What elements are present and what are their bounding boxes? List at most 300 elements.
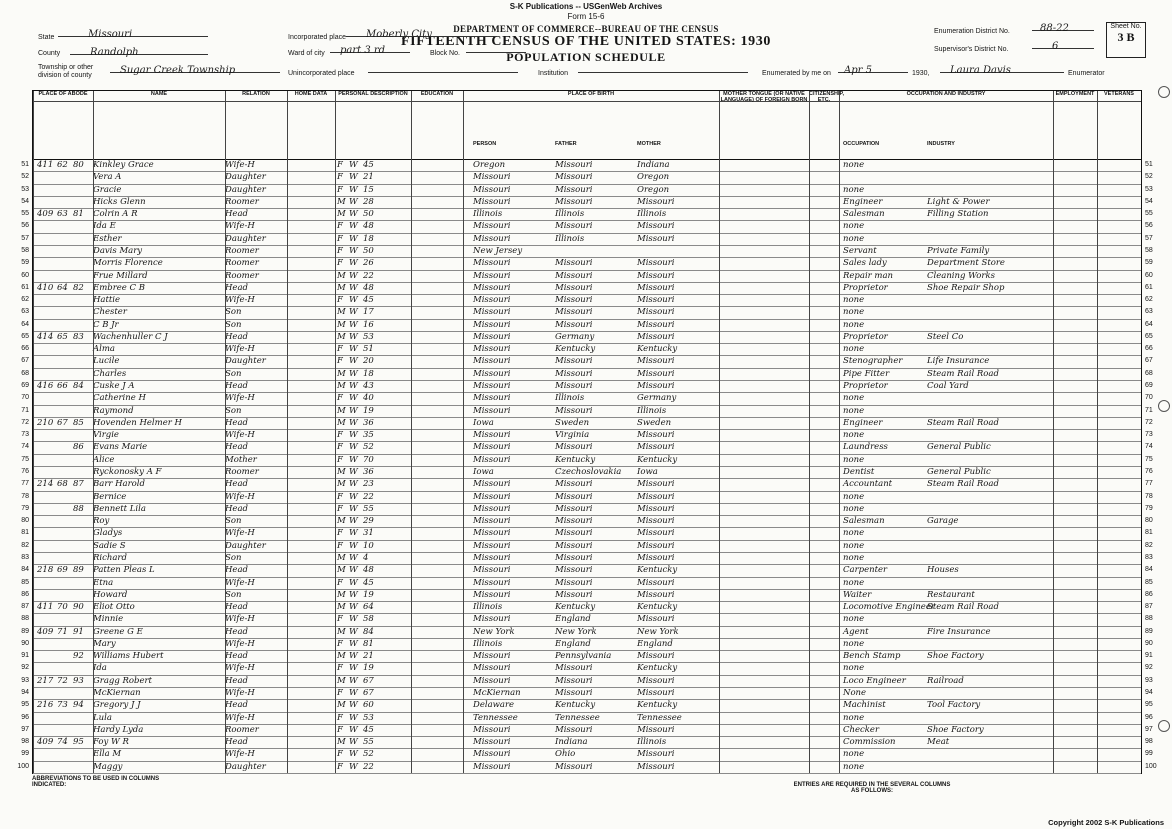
cell-name: Lucile	[93, 356, 120, 367]
cell-father: Missouri	[555, 528, 593, 539]
cell-age: 36	[363, 467, 374, 477]
cell-occ: Repair man	[843, 270, 894, 281]
cell-race: W	[349, 368, 358, 379]
cell-vis: 87	[73, 479, 84, 490]
line-number: 55	[21, 210, 29, 218]
table-row	[21, 626, 1153, 639]
cell-birth: Missouri	[473, 737, 511, 748]
enum-district-value: 88-22	[1040, 23, 1069, 34]
cell-mother: Missouri	[637, 258, 675, 269]
cell-rel: Daughter	[225, 184, 266, 195]
enumerated-year: 1930,	[912, 70, 930, 77]
line-number: 86	[21, 590, 29, 598]
cell-ind: Steel Co	[927, 331, 964, 342]
table-row	[21, 699, 1153, 712]
cell-mother: Iowa	[637, 467, 658, 477]
cell-occ: none	[843, 405, 865, 416]
cell-fam: 74	[57, 737, 68, 748]
cell-mother: Tennessee	[637, 712, 682, 723]
cell-age: 52	[363, 442, 374, 453]
line-number-right: 84	[1145, 566, 1153, 574]
cell-sex: M	[337, 307, 346, 318]
cell-race: W	[349, 589, 358, 600]
cell-father: Missouri	[555, 540, 593, 551]
cell-name: McKiernan	[93, 688, 141, 699]
cell-vis: 81	[73, 209, 84, 220]
cell-age: 19	[363, 405, 374, 416]
cell-vis: 83	[73, 331, 84, 342]
table-row	[21, 638, 1153, 651]
subhead-father: FATHER	[555, 141, 577, 147]
column-divider	[225, 91, 226, 773]
county-field	[70, 42, 208, 58]
cell-age: 22	[363, 270, 374, 281]
cell-sex: M	[337, 552, 346, 563]
supervisor-label: Supervisor's District No.	[934, 46, 1009, 53]
column-group-header: PERSONAL DESCRIPTION	[335, 91, 411, 102]
sheet-number-box	[1106, 22, 1146, 58]
cell-birth: Missouri	[473, 221, 511, 232]
cell-sex: M	[337, 368, 346, 379]
line-number: 63	[21, 308, 29, 316]
cell-father: Missouri	[555, 479, 593, 490]
cell-age: 55	[363, 503, 374, 514]
cell-age: 18	[363, 233, 374, 244]
cell-sex: F	[337, 258, 343, 269]
cell-sex: M	[337, 516, 346, 527]
cell-fam: 68	[57, 479, 68, 490]
cell-father: Missouri	[555, 319, 593, 330]
cell-rel: Wife-H	[225, 160, 255, 170]
cell-father: Missouri	[555, 295, 593, 306]
cell-occ: Salesman	[843, 209, 885, 220]
cell-rel: Son	[225, 516, 242, 527]
line-number: 91	[21, 652, 29, 660]
block-field	[466, 40, 526, 53]
cell-occ: none	[843, 712, 865, 723]
cell-occ: Pipe Fitter	[843, 368, 890, 379]
cell-age: 21	[363, 172, 374, 183]
cell-hn: 210	[37, 417, 54, 428]
cell-occ: none	[843, 454, 865, 465]
table-row	[21, 220, 1153, 233]
cell-ind: Shoe Factory	[927, 724, 984, 735]
cell-age: 53	[363, 712, 374, 723]
line-number: 65	[21, 332, 29, 340]
cell-occ: none	[843, 749, 865, 760]
line-number: 72	[21, 418, 29, 426]
cell-race: W	[349, 626, 358, 637]
cell-fam: 67	[57, 417, 68, 428]
cell-father: Missouri	[555, 675, 593, 686]
cell-name: Embree C B	[93, 282, 145, 293]
cell-name: Minnie	[93, 614, 124, 625]
cell-ind: Steam Rail Road	[927, 479, 999, 490]
cell-rel: Roomer	[225, 724, 259, 735]
cell-birth: Missouri	[473, 454, 511, 465]
cell-vis: 89	[73, 565, 84, 576]
cell-birth: Missouri	[473, 577, 511, 588]
cell-sex: M	[337, 675, 346, 686]
cell-race: W	[349, 172, 358, 183]
cell-birth: Illinois	[473, 209, 503, 220]
cell-birth: Missouri	[473, 368, 511, 379]
cell-name: Patten Pleas L	[93, 565, 155, 576]
form-number: Form 15-6	[567, 12, 605, 21]
table-row	[21, 564, 1153, 577]
column-group-header: PLACE OF ABODE	[33, 91, 93, 102]
publisher-line: S-K Publications -- USGenWeb Archives	[509, 2, 663, 11]
line-number-right: 51	[1145, 161, 1153, 168]
cell-sex: M	[337, 405, 346, 416]
line-number: 69	[21, 382, 29, 390]
cell-father: Missouri	[555, 577, 593, 588]
line-number-right: 91	[1145, 652, 1153, 660]
cell-age: 20	[363, 356, 374, 367]
cell-fam: 62	[57, 160, 68, 170]
line-number-right: 89	[1145, 627, 1153, 635]
cell-vis: 85	[73, 417, 84, 428]
line-number-right: 95	[1145, 701, 1153, 709]
column-group-header: VETERANS	[1097, 91, 1141, 102]
cell-occ: none	[843, 307, 865, 318]
line-number-right: 53	[1145, 185, 1153, 193]
line-number-right: 97	[1145, 725, 1153, 733]
census-title: FIFTEENTH CENSUS OF THE UNITED STATES: 1930	[401, 34, 771, 49]
table-row	[21, 503, 1153, 516]
cell-age: 48	[363, 282, 374, 293]
state-value: Missouri	[88, 29, 133, 40]
table-row	[21, 540, 1153, 553]
table-row	[21, 171, 1153, 184]
table-row	[21, 319, 1153, 332]
cell-rel: Roomer	[225, 245, 259, 256]
cell-rel: Wife-H	[225, 614, 255, 625]
cell-name: Gladys	[93, 528, 123, 539]
publisher-header	[0, 2, 1172, 22]
cell-ind: General Public	[927, 467, 991, 477]
cell-occ: none	[843, 221, 865, 232]
cell-sex: M	[337, 602, 346, 613]
table-row	[21, 257, 1153, 270]
cell-name: Lula	[93, 712, 112, 723]
line-number-right: 77	[1145, 480, 1153, 488]
cell-father: Kentucky	[555, 602, 596, 613]
cell-rel: Head	[225, 737, 248, 748]
cell-sex: F	[337, 491, 343, 502]
cell-race: W	[349, 344, 358, 355]
cell-occ: none	[843, 393, 865, 404]
table-row	[21, 650, 1153, 663]
cell-mother: Missouri	[637, 430, 675, 441]
cell-father: Indiana	[555, 737, 588, 748]
cell-hn: 411	[37, 160, 54, 170]
line-number-right: 63	[1145, 308, 1153, 316]
line-number-right: 90	[1145, 639, 1153, 647]
cell-name: Bernice	[93, 491, 127, 502]
cell-ind: Houses	[927, 565, 959, 576]
cell-hn: 416	[37, 381, 54, 392]
cell-vis: 88	[73, 503, 84, 514]
cell-rel: Son	[225, 405, 242, 416]
cell-ind: Department Store	[927, 258, 1005, 269]
table-row	[21, 270, 1153, 283]
cell-occ: none	[843, 295, 865, 306]
cell-rel: Wife-H	[225, 638, 255, 649]
cell-birth: Illinois	[473, 602, 503, 613]
line-number: 88	[21, 615, 29, 623]
cell-rel: Wife-H	[225, 528, 255, 539]
cell-vis: 86	[73, 442, 84, 453]
cell-occ: Proprietor	[843, 331, 888, 342]
cell-occ: none	[843, 614, 865, 625]
table-row	[21, 343, 1153, 356]
cell-race: W	[349, 209, 358, 220]
unincorporated-label: Unincorporated place	[288, 70, 355, 77]
cell-mother: Germany	[637, 393, 677, 404]
column-group-header: EMPLOYMENT	[1053, 91, 1097, 102]
line-number: 83	[21, 553, 29, 561]
cell-name: Ryckonosky A F	[93, 467, 162, 477]
cell-mother: Missouri	[637, 368, 675, 379]
cell-ind: Steam Rail Road	[927, 602, 999, 613]
cell-occ: none	[843, 430, 865, 441]
column-group-header: CITIZENSHIP, ETC.	[809, 91, 845, 103]
cell-mother: Missouri	[637, 589, 675, 600]
cell-occ: Stenographer	[843, 356, 903, 367]
cell-father: Missouri	[555, 552, 593, 563]
table-row	[21, 478, 1153, 491]
cell-father: Missouri	[555, 258, 593, 269]
line-number: 76	[21, 468, 29, 475]
line-number: 84	[21, 566, 29, 574]
line-number-right: 59	[1145, 259, 1153, 267]
cell-name: Mary	[93, 638, 116, 649]
column-divider	[719, 91, 720, 773]
cell-age: 50	[363, 245, 374, 256]
cell-race: W	[349, 675, 358, 686]
cell-age: 19	[363, 589, 374, 600]
cell-father: Missouri	[555, 516, 593, 527]
line-number: 99	[21, 750, 29, 758]
cell-race: W	[349, 638, 358, 649]
cell-race: W	[349, 724, 358, 735]
cell-occ: Commission	[843, 737, 896, 748]
block-label: Block No.	[430, 50, 460, 57]
cell-occ: Accountant	[843, 479, 893, 490]
cell-birth: Missouri	[473, 295, 511, 306]
cell-birth: Missouri	[473, 442, 511, 453]
cell-birth: Missouri	[473, 344, 511, 355]
cell-sex: F	[337, 430, 343, 441]
cell-age: 64	[363, 602, 374, 613]
line-number-right: 70	[1145, 394, 1153, 402]
line-number-right: 66	[1145, 345, 1153, 353]
line-number: 56	[21, 222, 29, 230]
cell-race: W	[349, 577, 358, 588]
cell-father: England	[555, 614, 591, 625]
cell-race: W	[349, 552, 358, 563]
cell-name: Esther	[93, 233, 122, 244]
table-row	[21, 368, 1153, 381]
cell-sex: F	[337, 454, 343, 465]
cell-occ: Proprietor	[843, 381, 888, 392]
enumerated-label: Enumerated by me on	[762, 70, 831, 77]
table-row	[21, 577, 1153, 590]
cell-rel: Roomer	[225, 258, 259, 269]
line-number-right: 67	[1145, 357, 1153, 365]
cell-age: 50	[363, 209, 374, 220]
cell-father: Illinois	[555, 209, 585, 220]
cell-mother: Missouri	[637, 577, 675, 588]
cell-father: Missouri	[555, 688, 593, 699]
township-label: Township or other division of county	[38, 64, 94, 79]
sheet-label: Sheet No.	[1110, 23, 1142, 30]
cell-mother: Missouri	[637, 307, 675, 318]
cell-race: W	[349, 467, 358, 477]
cell-sex: F	[337, 749, 343, 760]
ward-label: Ward of city	[288, 50, 325, 57]
line-number-right: 72	[1145, 418, 1153, 426]
cell-name: Wachenhuller C J	[93, 331, 168, 342]
cell-mother: Missouri	[637, 552, 675, 563]
cell-mother: Oregon	[637, 172, 670, 183]
cell-birth: Missouri	[473, 405, 511, 416]
line-number: 80	[21, 517, 29, 525]
cell-mother: Illinois	[637, 737, 667, 748]
cell-rel: Daughter	[225, 540, 266, 551]
cell-race: W	[349, 319, 358, 330]
table-row	[21, 527, 1153, 540]
cell-mother: Illinois	[637, 405, 667, 416]
cell-race: W	[349, 196, 358, 207]
line-number: 53	[21, 185, 29, 193]
cell-sex: F	[337, 245, 343, 256]
line-number-right: 76	[1145, 468, 1153, 475]
cell-birth: Missouri	[473, 675, 511, 686]
institution-label: Institution	[538, 70, 568, 77]
table-row	[21, 601, 1153, 614]
cell-rel: Son	[225, 307, 242, 318]
cell-occ: none	[843, 577, 865, 588]
line-number: 98	[21, 738, 29, 746]
cell-father: Missouri	[555, 196, 593, 207]
cell-hn: 214	[37, 479, 54, 490]
cell-age: 22	[363, 491, 374, 502]
enumerated-date: Apr 5	[844, 65, 872, 76]
cell-name: Davis Mary	[93, 245, 143, 256]
table-row	[21, 589, 1153, 602]
cell-occ: none	[843, 540, 865, 551]
cell-sex: F	[337, 503, 343, 514]
cell-age: 21	[363, 651, 374, 662]
cell-mother: Oregon	[637, 184, 670, 195]
cell-occ: Dentist	[843, 467, 875, 477]
cell-ind: Steam Rail Road	[927, 417, 999, 428]
cell-ind: Restaurant	[927, 589, 975, 600]
cell-birth: Missouri	[473, 393, 511, 404]
cell-mother: Missouri	[637, 491, 675, 502]
line-number: 97	[21, 725, 29, 733]
cell-race: W	[349, 749, 358, 760]
cell-race: W	[349, 270, 358, 281]
line-number: 75	[21, 455, 29, 463]
cell-race: W	[349, 381, 358, 392]
column-divider	[411, 91, 412, 773]
cell-occ: Servant	[843, 245, 877, 256]
cell-mother: Missouri	[637, 442, 675, 453]
cell-father: Tennessee	[555, 712, 600, 723]
cell-age: 19	[363, 663, 374, 674]
incorporated-value: Moberly City	[366, 29, 432, 40]
cell-hn: 409	[37, 737, 54, 748]
cell-name: Morris Florence	[93, 258, 163, 269]
cell-occ: Loco Engineer	[843, 675, 906, 686]
cell-mother: Missouri	[637, 651, 675, 662]
cell-sex: M	[337, 209, 346, 220]
cell-father: Illinois	[555, 233, 585, 244]
cell-vis: 95	[73, 737, 84, 748]
cell-mother: Missouri	[637, 331, 675, 342]
cell-rel: Head	[225, 479, 248, 490]
cell-ind: Shoe Repair Shop	[927, 282, 1005, 293]
cell-vis: 93	[73, 675, 84, 686]
cell-race: W	[349, 602, 358, 613]
cell-ind: Meat	[927, 737, 950, 748]
column-group-header: OCCUPATION AND INDUSTRY	[839, 91, 1053, 102]
cell-sex: M	[337, 651, 346, 662]
cell-age: 29	[363, 516, 374, 527]
line-number-right: 92	[1145, 664, 1153, 672]
table-row	[21, 331, 1153, 344]
cell-sex: F	[337, 688, 343, 699]
cell-rel: Head	[225, 282, 248, 293]
cell-mother: Sweden	[637, 417, 672, 428]
cell-name: Catherine H	[93, 393, 146, 404]
cell-rel: Daughter	[225, 761, 266, 772]
cell-race: W	[349, 491, 358, 502]
cell-birth: Missouri	[473, 761, 511, 772]
line-number-right: 62	[1145, 296, 1153, 304]
cell-hn: 410	[37, 282, 54, 293]
cell-age: 48	[363, 221, 374, 232]
cell-name: Maggy	[93, 761, 123, 772]
cell-mother: Kentucky	[637, 565, 678, 576]
cell-father: Missouri	[555, 491, 593, 502]
cell-age: 15	[363, 184, 374, 195]
cell-race: W	[349, 454, 358, 465]
line-number-right: 93	[1145, 676, 1153, 684]
cell-birth: Missouri	[473, 663, 511, 674]
table-row	[21, 441, 1153, 454]
line-number: 79	[21, 504, 29, 512]
cell-birth: Missouri	[473, 503, 511, 514]
cell-mother: Missouri	[637, 356, 675, 367]
cell-sex: M	[337, 331, 346, 342]
cell-name: Frue Millard	[93, 270, 148, 281]
table-row	[21, 184, 1153, 197]
cell-name: Cuske J A	[93, 381, 135, 392]
table-row	[21, 294, 1153, 307]
cell-sex: F	[337, 295, 343, 306]
cell-sex: F	[337, 528, 343, 539]
table-row	[21, 736, 1153, 749]
cell-name: Hicks Glenn	[93, 196, 146, 207]
cell-name: Hovenden Helmer H	[93, 417, 182, 428]
cell-father: Kentucky	[555, 700, 596, 711]
cell-mother: Missouri	[637, 295, 675, 306]
cell-sex: F	[337, 761, 343, 772]
